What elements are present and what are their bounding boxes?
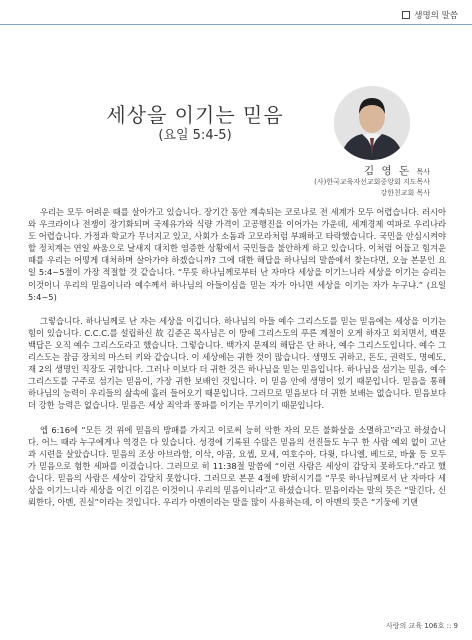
author-name-line xyxy=(260,163,430,178)
body-paragraph: 우리는 모두 어려운 때를 살아가고 있습니다. 장기간 동안 계속되는 코로나로 전 세계가 모두 어렵습니다. 러시아와 우크라이나 전쟁이 장기화되며 국제유가와 식량 가격이 고공행진을 이어가는 가운데, 세계경제 여파로 우리나라도 어렵습니다. 가정과 학교가 무너지고 있고, 사회가 소돔과 고모라처럼 부패하고 타락했습니다. 국민을 안심시켜야 할 정치계는 연일 싸움으로 날새지 대치한 염증한 상황에서 국민들을 불안하게 하고 있습니다. 이처럼 어둡고 힘겨운 때를 우리는 어떻게 대처하며 살아가야 하겠습니까? 그에 대한 해답을 하나님의 말씀에서 찾는다면, 오늘 본문인 요일 5:4~5절이 가장 적절할 것 같습니다. “무릇 하나님께로부터 난 자마다 세상을 이기느니라 세상을 이기는 승리는 이것이니 우리의 믿음이니라 예수께서 하나님의 아들이심을 믿는 자가 아니면 세상을 이기는 자가 누구냐.” (요일 5:4~5) xyxy=(28,207,446,302)
author-affiliations xyxy=(240,177,430,199)
author-affiliation: (사)한국교육자선교회중앙회 지도목사 xyxy=(314,178,430,186)
header-divider xyxy=(0,24,472,25)
article-body xyxy=(28,206,446,520)
section-tag xyxy=(402,9,458,21)
page-footer: 사랑의 교육 106호 :: 9 xyxy=(385,622,458,630)
article-title: 세상을 이기는 믿음 xyxy=(106,103,284,127)
scripture-reference: (요일 5:4-5) xyxy=(158,128,232,143)
author-photo xyxy=(334,86,410,160)
body-paragraph: 엡 6:16에 “모든 것 위에 믿음의 방패를 가지고 이로써 능히 악한 자의 모든 불화살을 소멸하고”라고 하셨습니다. 어느 때라 누구에게나 역경은 다 있습니다. 성경에 기록된 수많은 믿음의 선진들도 누구 한 사람 예외 없이 고난과 시련을 살았습니다. 믿음의 조상 아브라함, 이삭, 야곱, 요셉, 모세, 여호수아, 다윗, 다니엘, 베드로, 바울 등 모두가 믿음으로 험한 세파를 이겼습니다. 그러므로 히 11:38절 말씀에 “이런 사람은 세상이 감당치 못하도다.”라고 했습니다. 믿음의 사람은 세상이 감당치 못합니다. 그러므로 본문 4절에 밝히시기를 “무릇 하나님께로서 난 자마다 세상을 이기느니라 세상을 이긴 이김은 이것이니 우리의 믿음이니라”고 하셨습니다. 믿음이라는 말의 뜻은 “말긴다, 신뢰한다, 아멘, 진실”이라는 것입니다. 우리가 아멘이라는 말을 많이 사용하는데, 이 아멘의 뜻은 “기둥에 기댄 xyxy=(28,424,446,508)
square-bullet-icon xyxy=(402,11,410,19)
section-label: 생명의 말씀 xyxy=(414,11,458,21)
body-paragraph: 그렇습니다. 하나님께로 난 자는 세상을 이깁니다. 하나님의 아들 예수 그리스도를 믿는 믿음에는 세상을 이기는 힘이 있습니다. C.C.C.를 설립하신 故 김준곤 목사님은 이 땅에 그리스도의 푸른 계절이 오게 하자고 외치면서, 백문백답은 오직 예수 그리스도라고 했습니다. 그렇습니다. 백가지 문제의 해답은 단 하나, 예수 그리스도입니다. 예수 그리스도는 잠금 장치의 마스터 키와 같습니다. 이 세상에는 귀한 것이 많습니다. 생명도 귀하고, 돈도, 권력도, 명예도, 재 2의 생명인 직장도 귀합니다. 그러나 이보다 더 귀한 것은 하나님을 믿는 믿음입니다. 하나님을 섬기는 믿음, 예수 그리스도를 구주로 섬기는 믿음이, 가장 귀한 보배인 것입니다. 이 믿음 안에 생명이 있기 때문입니다. 믿음을 통해 하나님의 능력이 우리들의 삶속에 흘러 들어오기 때문입니다. 그러므로 믿음보다 더 귀한 보배는 없습니다. 믿음보다 더 강한 능력은 없습니다. 믿음은 세상 죄악과 풍파를 이기는 무기이기 때문입니다. xyxy=(28,315,446,411)
author-title: 목사 xyxy=(416,168,430,176)
author-name: 김 영 돈 xyxy=(364,165,412,177)
author-portrait-icon xyxy=(334,86,410,160)
author-affiliation: 강한친교회 목사 xyxy=(380,189,430,197)
